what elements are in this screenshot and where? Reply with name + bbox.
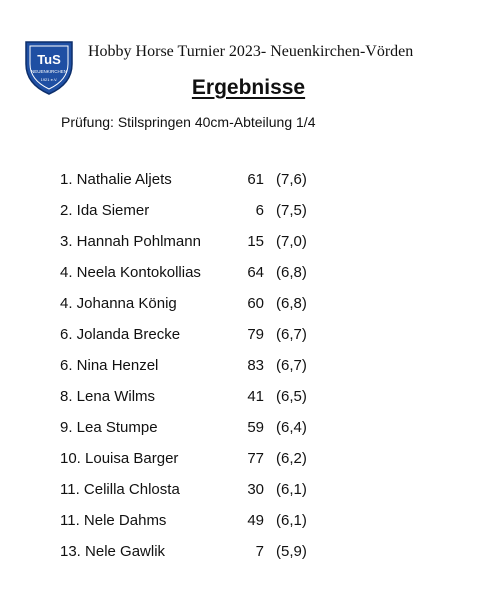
start-number: 7 <box>255 543 264 560</box>
score: (5,9) <box>276 543 307 560</box>
start-number: 79 <box>247 326 264 343</box>
logo-year: 1921 e.V. <box>40 77 58 82</box>
logo-ring-text: NEUENKIRCHEN <box>30 69 68 74</box>
result-row <box>60 319 320 350</box>
exam-label: Prüfung: Stilspringen 40cm-Abteilung 1/4 <box>61 114 316 130</box>
score: (6,8) <box>276 295 307 312</box>
logo-text: TuS <box>37 52 61 67</box>
score: (7,6) <box>276 171 307 188</box>
start-number: 49 <box>247 512 264 529</box>
result-row <box>60 350 320 381</box>
start-number: 77 <box>247 450 264 467</box>
result-row <box>60 505 320 536</box>
result-row <box>60 195 320 226</box>
score: (6,4) <box>276 419 307 436</box>
start-number: 30 <box>247 481 264 498</box>
start-number: 64 <box>247 264 264 281</box>
participant-name: 4. Johanna König <box>60 295 177 312</box>
participant-name: 2. Ida Siemer <box>60 202 150 219</box>
result-row <box>60 536 320 567</box>
score: (7,0) <box>276 233 307 250</box>
participant-name: 10. Louisa Barger <box>60 450 179 467</box>
participant-name: 11. Celilla Chlosta <box>60 481 180 498</box>
score: (6,1) <box>276 512 307 529</box>
result-row <box>60 443 320 474</box>
participant-name: 11. Nele Dahms <box>60 512 167 529</box>
start-number: 15 <box>247 233 264 250</box>
participant-name: 6. Jolanda Brecke <box>60 326 181 343</box>
participant-name: 8. Lena Wilms <box>60 388 156 405</box>
participant-name: 3. Hannah Pohlmann <box>60 233 201 250</box>
participant-name: 1. Nathalie Aljets <box>60 171 172 188</box>
score: (6,7) <box>276 357 307 374</box>
start-number: 41 <box>247 388 264 405</box>
result-row <box>60 226 320 257</box>
score: (6,7) <box>276 326 307 343</box>
score: (6,1) <box>276 481 307 498</box>
score: (6,8) <box>276 264 307 281</box>
start-number: 6 <box>255 202 264 219</box>
score: (7,5) <box>276 202 307 219</box>
participant-name: 4. Neela Kontokollias <box>60 264 201 281</box>
result-row <box>60 381 320 412</box>
result-row <box>60 257 320 288</box>
results-list <box>60 164 320 567</box>
heading-text: Ergebnisse <box>191 76 306 99</box>
result-row <box>60 164 320 195</box>
tournament-title: Hobby Horse Turnier 2023- Neuenkirchen-Vörden <box>88 43 414 60</box>
start-number: 60 <box>247 295 264 312</box>
start-number: 61 <box>247 171 264 188</box>
result-row <box>60 474 320 505</box>
participant-name: 6. Nina Henzel <box>60 357 159 374</box>
score: (6,5) <box>276 388 307 405</box>
start-number: 59 <box>247 419 264 436</box>
participant-name: 13. Nele Gawlik <box>60 543 166 560</box>
result-row <box>60 412 320 443</box>
start-number: 83 <box>247 357 264 374</box>
score: (6,2) <box>276 450 307 467</box>
result-row <box>60 288 320 319</box>
participant-name: 9. Lea Stumpe <box>60 419 158 436</box>
page-heading <box>0 76 497 100</box>
